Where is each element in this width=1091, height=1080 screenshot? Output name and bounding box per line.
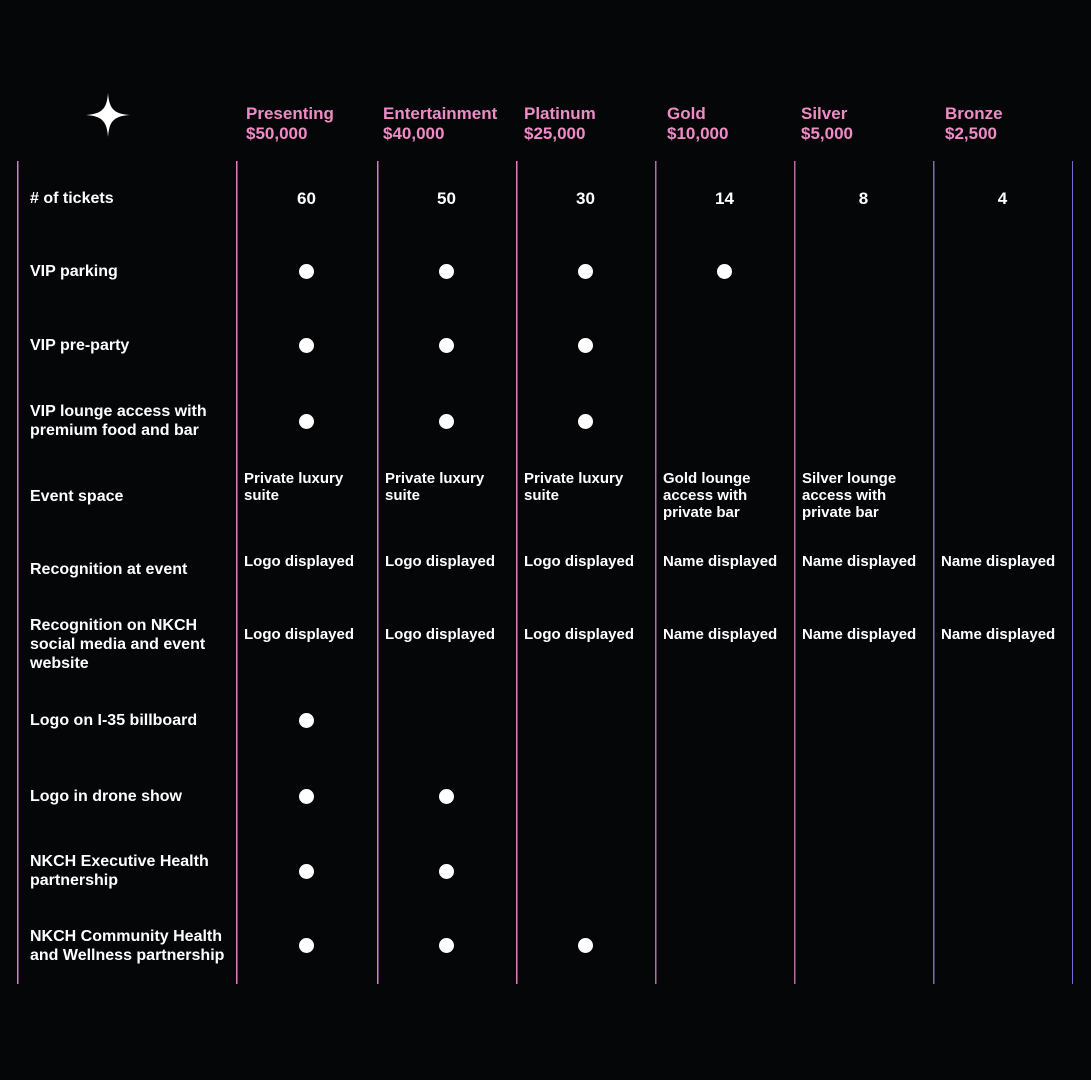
included-cell bbox=[516, 908, 655, 983]
tier-name: Gold bbox=[667, 104, 706, 123]
included-dot-icon bbox=[439, 938, 454, 953]
ticket-count: 30 bbox=[576, 188, 595, 208]
empty-cell bbox=[933, 459, 1072, 533]
empty-cell bbox=[794, 758, 933, 834]
empty-cell bbox=[655, 834, 794, 908]
empty-cell bbox=[933, 383, 1072, 459]
included-dot-icon bbox=[439, 338, 454, 353]
included-cell bbox=[236, 308, 377, 383]
empty-cell bbox=[655, 758, 794, 834]
included-dot-icon bbox=[439, 264, 454, 279]
included-dot-icon bbox=[578, 414, 593, 429]
included-cell bbox=[236, 235, 377, 308]
tier-name: Bronze bbox=[945, 104, 1003, 123]
benefit-text: Gold lounge access with private bar bbox=[663, 470, 751, 521]
included-dot-icon bbox=[299, 864, 314, 879]
ticket-count: 4 bbox=[997, 188, 1008, 208]
included-cell bbox=[236, 834, 377, 908]
row-label: NKCH Executive Health partnership bbox=[30, 853, 209, 889]
tier-price: $5,000 bbox=[801, 124, 853, 143]
tier-header-bronze bbox=[945, 104, 1003, 144]
ticket-count: 60 bbox=[297, 188, 316, 208]
included-cell bbox=[377, 834, 516, 908]
empty-cell bbox=[933, 308, 1072, 383]
included-dot-icon bbox=[299, 713, 314, 728]
included-cell bbox=[655, 235, 794, 308]
sponsorship-table bbox=[17, 161, 1073, 984]
benefit-text: Logo displayed bbox=[524, 553, 635, 570]
included-dot-icon bbox=[439, 789, 454, 804]
benefit-text: Private luxury suite bbox=[385, 470, 485, 504]
included-dot-icon bbox=[717, 264, 732, 279]
empty-cell bbox=[933, 758, 1072, 834]
ticket-count: 14 bbox=[715, 188, 734, 208]
benefit-text: Private luxury suite bbox=[244, 470, 344, 504]
included-dot-icon bbox=[299, 414, 314, 429]
ticket-count: 8 bbox=[858, 188, 869, 208]
benefit-text: Name displayed bbox=[802, 553, 917, 570]
included-dot-icon bbox=[299, 938, 314, 953]
tier-price: $40,000 bbox=[383, 124, 445, 143]
empty-cell bbox=[933, 235, 1072, 308]
included-cell bbox=[377, 758, 516, 834]
benefit-text: Logo displayed bbox=[244, 626, 355, 643]
tier-header-silver bbox=[801, 104, 853, 144]
included-cell bbox=[236, 682, 377, 758]
benefit-text: Name displayed bbox=[663, 553, 778, 570]
empty-cell bbox=[655, 682, 794, 758]
benefit-text: Logo displayed bbox=[385, 626, 496, 643]
included-dot-icon bbox=[299, 789, 314, 804]
included-cell bbox=[236, 383, 377, 459]
empty-cell bbox=[516, 682, 655, 758]
empty-cell bbox=[933, 834, 1072, 908]
row-label: NKCH Community Health and Wellness partnership bbox=[30, 927, 225, 964]
included-cell bbox=[377, 383, 516, 459]
empty-cell bbox=[794, 235, 933, 308]
included-cell bbox=[377, 908, 516, 983]
empty-cell bbox=[377, 682, 516, 758]
benefit-text: Name displayed bbox=[663, 626, 778, 643]
tier-name: Silver bbox=[801, 104, 848, 123]
included-cell bbox=[236, 758, 377, 834]
tier-price: $2,500 bbox=[945, 124, 997, 143]
included-dot-icon bbox=[439, 864, 454, 879]
included-dot-icon bbox=[299, 264, 314, 279]
row-label: VIP parking bbox=[30, 263, 118, 280]
included-cell bbox=[516, 308, 655, 383]
included-cell bbox=[236, 908, 377, 983]
empty-cell bbox=[794, 682, 933, 758]
included-dot-icon bbox=[299, 338, 314, 353]
tier-header-entertainment bbox=[383, 104, 497, 144]
tier-header-presenting bbox=[246, 104, 334, 144]
benefit-text: Logo displayed bbox=[244, 553, 355, 570]
benefit-text: Name displayed bbox=[941, 626, 1056, 643]
tier-header-platinum bbox=[524, 104, 596, 144]
row-label: VIP lounge access with premium food and bar bbox=[30, 403, 207, 439]
included-dot-icon bbox=[439, 414, 454, 429]
empty-cell bbox=[794, 908, 933, 983]
empty-cell bbox=[655, 308, 794, 383]
included-dot-icon bbox=[578, 264, 593, 279]
row-label: VIP pre-party bbox=[30, 337, 130, 354]
row-label: Recognition on NKCH social media and event website bbox=[30, 616, 206, 672]
empty-cell bbox=[794, 383, 933, 459]
tier-name: Entertainment bbox=[383, 104, 498, 123]
row-label: Event space bbox=[30, 487, 124, 505]
row-label: Logo on I-35 billboard bbox=[30, 711, 198, 729]
row-label: Logo in drone show bbox=[30, 787, 182, 805]
row-label: # of tickets bbox=[30, 189, 114, 207]
benefit-text: Logo displayed bbox=[524, 626, 635, 643]
tier-price: $25,000 bbox=[524, 124, 586, 143]
sparkle-icon bbox=[86, 93, 130, 137]
included-cell bbox=[377, 308, 516, 383]
included-cell bbox=[516, 235, 655, 308]
benefit-text: Silver lounge access with private bar bbox=[802, 470, 897, 521]
benefit-text: Private luxury suite bbox=[524, 470, 624, 504]
empty-cell bbox=[516, 834, 655, 908]
included-cell bbox=[516, 383, 655, 459]
included-cell bbox=[377, 235, 516, 308]
tier-header-gold bbox=[667, 104, 728, 144]
tier-name: Presenting bbox=[246, 104, 334, 123]
ticket-count: 50 bbox=[437, 188, 456, 208]
empty-cell bbox=[655, 908, 794, 983]
benefit-text: Logo displayed bbox=[385, 553, 496, 570]
empty-cell bbox=[933, 682, 1072, 758]
benefit-text: Name displayed bbox=[802, 626, 917, 643]
tier-name: Platinum bbox=[524, 104, 596, 123]
row-label: Recognition at event bbox=[30, 561, 188, 578]
included-dot-icon bbox=[578, 938, 593, 953]
empty-cell bbox=[655, 383, 794, 459]
tier-price: $10,000 bbox=[667, 124, 729, 143]
empty-cell bbox=[933, 908, 1072, 983]
empty-cell bbox=[794, 308, 933, 383]
tier-price: $50,000 bbox=[246, 124, 308, 143]
included-dot-icon bbox=[578, 338, 593, 353]
empty-cell bbox=[794, 834, 933, 908]
empty-cell bbox=[516, 758, 655, 834]
benefit-text: Name displayed bbox=[941, 553, 1056, 570]
